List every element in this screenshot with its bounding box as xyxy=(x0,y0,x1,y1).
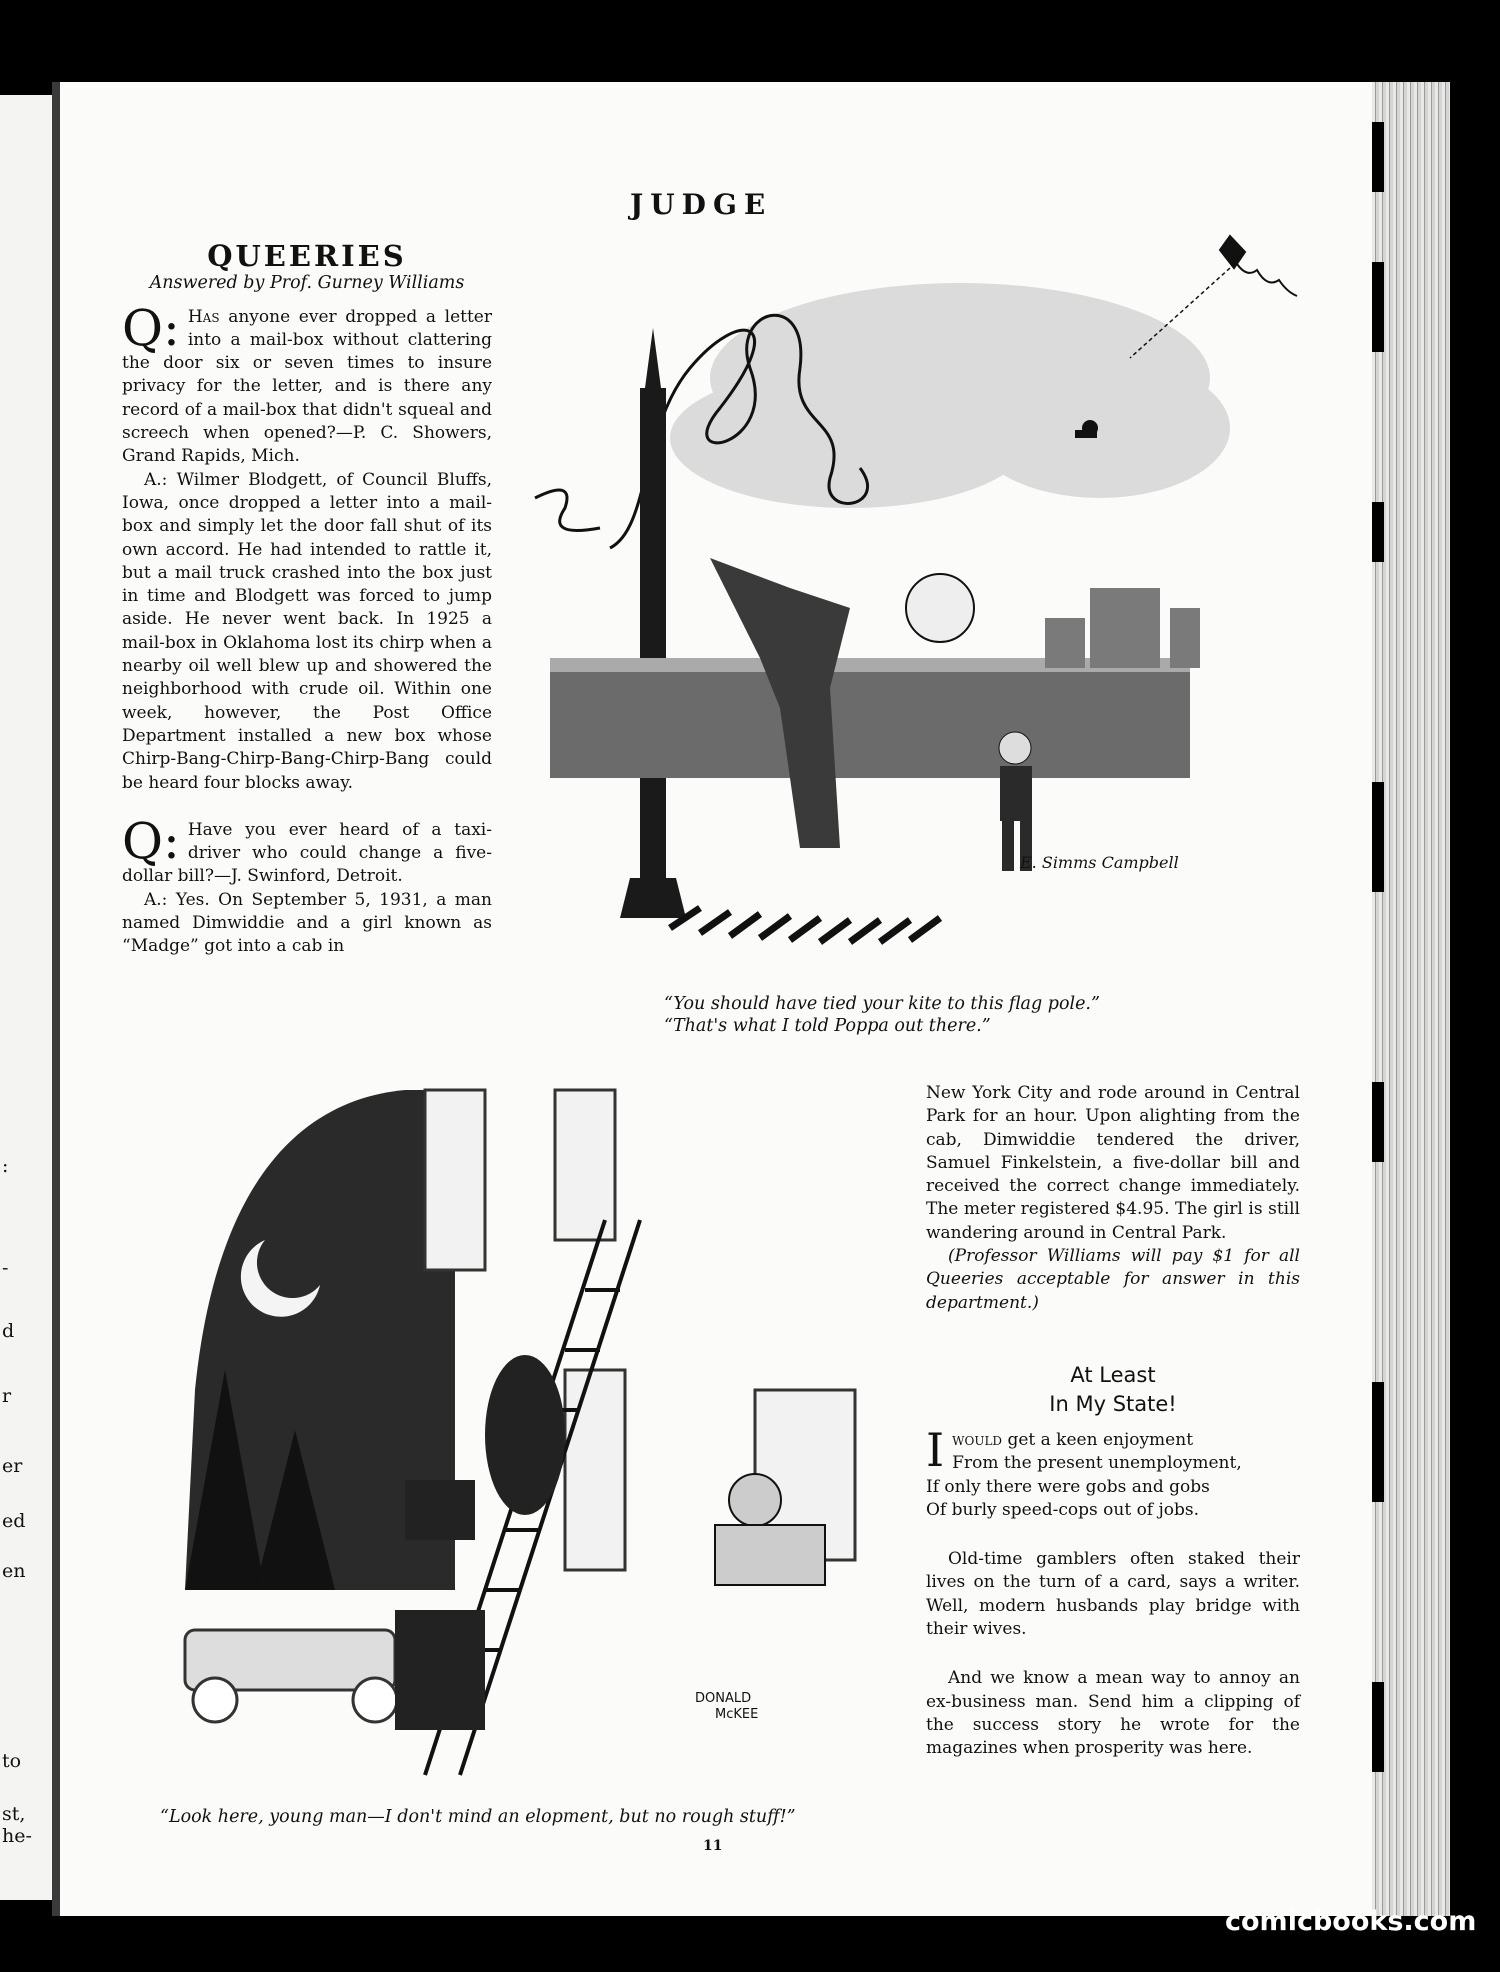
artist-signature-line1: DONALD xyxy=(695,1691,752,1706)
artist-signature: E. Simms Campbell xyxy=(1020,853,1179,872)
text-fragment: he- xyxy=(2,1825,32,1847)
boy-figure xyxy=(999,732,1032,871)
watermark: comicbooks.com xyxy=(1225,1906,1477,1937)
section-title: QUEERIES xyxy=(207,239,407,273)
book-page-stack xyxy=(1372,82,1450,1916)
top-cartoon-caption: “You should have tied your kite to this flag pole.” “That's what I told Poppa out there.” xyxy=(664,994,1100,1036)
text-fragment: : xyxy=(2,1155,9,1177)
qa-block xyxy=(122,298,492,959)
city-skyline xyxy=(1045,588,1200,668)
text-fragment: er xyxy=(2,1455,23,1477)
floor-shadow-stripes xyxy=(670,908,940,942)
text-fragment: - xyxy=(2,1257,9,1279)
text-fragment: d xyxy=(2,1320,15,1342)
rooftop-wall xyxy=(550,668,1190,778)
text-fragment: en xyxy=(2,1560,26,1582)
drop-cap: I xyxy=(926,1422,945,1477)
artist-signature-line2: McKEE xyxy=(715,1707,759,1722)
answer-2-continued: New York City and rode around in Central Park for an hour. Upon alighting from the cab, Dimwiddie tendered the driver, Samuel Finkelstein, a five-dollar bill and received the correct change immediately. The meter registered $4.95. The girl is still wandering around in Central Park. xyxy=(926,1083,1300,1243)
kite-cartoon-illustration xyxy=(530,228,1320,963)
previous-page-edge xyxy=(0,95,56,1900)
answer-1: A.: Wilmer Blodgett, of Council Bluffs, Iowa, once dropped a letter into a mail-box and simply let the door fall shut of its own accord. He had intended to rattle it, but a mail truck crashed into the box just in time and Blodgett was forced to jump aside. He never went back. In 1925 a mail-box in Oklahoma lost its chirp when a nearby oil well blew up and showered the neighborhood with crude oil. Within one week, however, the Post Office Department installed a new box whose Chirp-Bang-Chirp-Bang-Chirp-Bang could be heard four blocks away. xyxy=(122,469,492,793)
question-1: Q: Has anyone ever dropped a letter into a mail-box without clattering the door six or seven times to insure privacy for the letter, and is there any record of a mail-box that didn't squeal and screech when opened?—P. C. Showers, Grand Rapids, Mich. xyxy=(122,298,492,467)
text-fragment: to xyxy=(2,1750,22,1772)
question-mark-drop: Q: xyxy=(122,811,180,870)
building xyxy=(425,1090,855,1570)
editor-note: (Professor Williams will pay $1 for all Queeries acceptable for answer in this department.) xyxy=(926,1246,1300,1313)
filler-paragraph: Old-time gamblers often staked their lives on the turn of a card, says a writer. Well, modern husbands play bridge with their wives. xyxy=(926,1549,1300,1640)
car xyxy=(185,1630,397,1722)
question-mark-drop: Q: xyxy=(122,298,180,357)
page-number: 11 xyxy=(703,1838,723,1854)
masthead: JUDGE xyxy=(630,188,773,221)
text-fragment: ed xyxy=(2,1510,26,1532)
answer-2-start: A.: Yes. On September 5, 1931, a man named Dimwiddie and a girl known as “Madge” got into a cab in xyxy=(122,889,492,957)
filler-paragraph: And we know a mean way to annoy an ex-business man. Send him a clipping of the success story he wrote for the magazines when prosperity was here. xyxy=(926,1668,1300,1759)
right-column xyxy=(926,1082,1300,1761)
text-fragment: r xyxy=(2,1385,12,1407)
kite-icon xyxy=(1220,236,1297,296)
text-fragment: st, xyxy=(2,1803,26,1825)
elopement-cartoon-illustration xyxy=(155,1070,890,1795)
poem-title: At Least In My State! xyxy=(1049,1362,1177,1416)
question-2: Q: Have you ever heard of a taxi-driver who could change a five-dollar bill?—J. Swinford, Detroit. xyxy=(122,811,492,887)
byline: Answered by Prof. Gurney Williams xyxy=(149,273,465,294)
flag-pole xyxy=(640,388,666,878)
queeries-column xyxy=(122,239,492,959)
poem: I would get a keen enjoyment From the present unemployment, If only there were gobs and gobs Of burly speed-cops out of jobs. xyxy=(926,1422,1242,1520)
bottom-cartoon-caption: “Look here, young man—I don't mind an elopment, but no rough stuff!” xyxy=(160,1807,796,1827)
